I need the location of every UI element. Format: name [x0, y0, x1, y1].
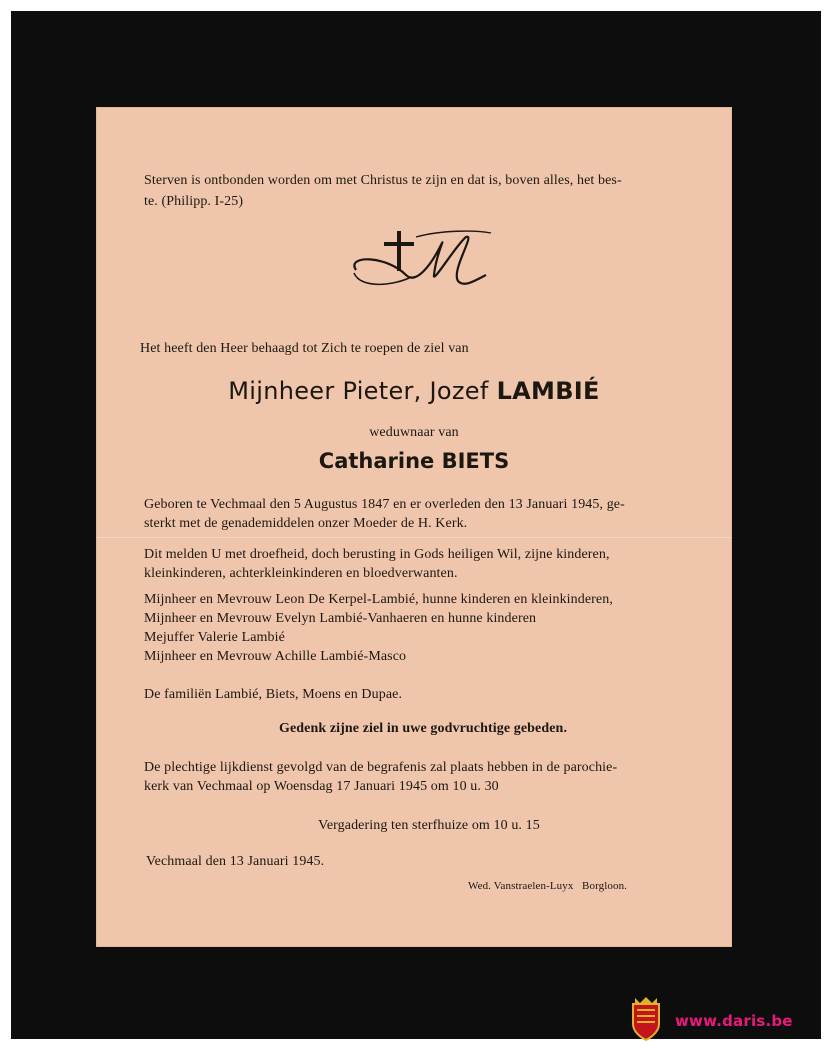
deceased-name: [96, 377, 732, 405]
coat-of-arms-icon: [629, 996, 663, 1042]
funeral-line-2: kerk van Vechmaal op Woensdag 17 Januari 1945 om 10 u. 30: [144, 779, 499, 794]
paper-fold-line: [96, 537, 732, 538]
announce-line-1: Dit melden U met droefheid, doch berusting in Gods heiligen Wil, zijne kinderen,: [144, 547, 610, 562]
death-notice-card: [96, 107, 732, 947]
deceased-prefix: Mijnheer Pieter, Jozef: [228, 377, 489, 405]
spouse-name: [96, 449, 732, 473]
relation-text: weduwnaar van: [369, 425, 459, 440]
family-line: Mijnheer en Mevrouw Evelyn Lambié-Vanhaeren en hunne kinderen: [144, 611, 537, 626]
cross-monogram-icon: [346, 225, 496, 300]
meeting-text: Vergadering ten sterfhuize om 10 u. 15: [318, 818, 540, 833]
place-date: Vechmaal den 13 Januari 1945.: [146, 854, 325, 869]
deceased-surname: LAMBIÉ: [496, 377, 600, 405]
spouse-surname: BIETS: [441, 449, 510, 473]
family-line: Mijnheer en Mevrouw Achille Lambié-Masco: [144, 649, 407, 664]
bible-verse-line-1: Sterven is ontbonden worden om met Christus te zijn en dat is, boven alles, het bes-: [144, 173, 622, 188]
announce-line-2: kleinkinderen, achterkleinkinderen en bloedverwanten.: [144, 566, 458, 581]
birth-line-1: Geboren te Vechmaal den 5 Augustus 1847 en er overleden den 13 Januari 1945, ge-: [144, 497, 625, 512]
funeral-line-1: De plechtige lijkdienst gevolgd van de begrafenis zal plaats hebben in de parochie-: [144, 760, 618, 775]
prayer-text: Gedenk zijne ziel in uwe godvruchtige gebeden.: [278, 721, 568, 736]
family-line: Mejuffer Valerie Lambié: [144, 630, 285, 645]
family-line: Mijnheer en Mevrouw Leon De Kerpel-Lambié, hunne kinderen en kleinkinderen,: [144, 592, 613, 607]
intro-text: Het heeft den Heer behaagd tot Zich te roepen de ziel van: [140, 341, 469, 356]
watermark-site: www.daris.be: [675, 1012, 793, 1030]
bible-verse-line-2: te. (Philipp. I-25): [144, 194, 244, 209]
spouse-first-name: Catharine: [318, 449, 435, 473]
printer-credit: Wed. Vanstraelen-Luyx Borgloon.: [468, 880, 628, 892]
birth-line-2: sterkt met de genademiddelen onzer Moeder de H. Kerk.: [144, 516, 468, 531]
families-text: De familiën Lambié, Biets, Moens en Dupae.: [144, 687, 403, 702]
